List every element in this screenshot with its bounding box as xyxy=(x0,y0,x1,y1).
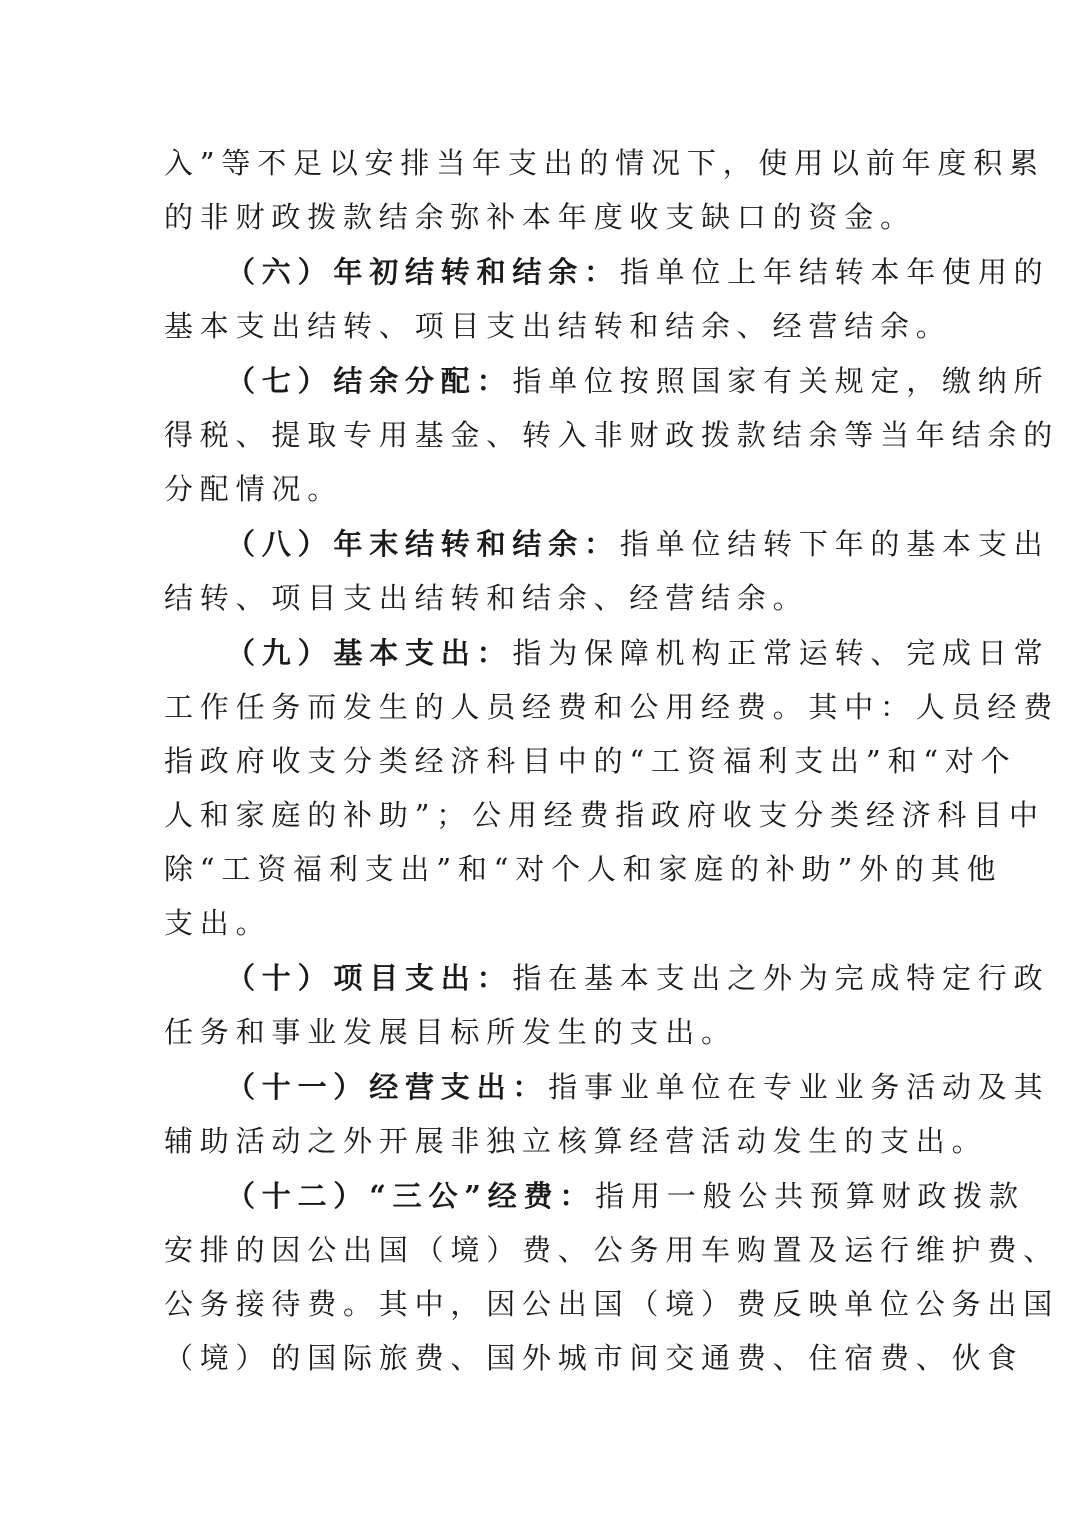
term-heading: （十）项目支出： xyxy=(226,961,513,995)
paragraph-first-line-item-9 xyxy=(226,626,1049,680)
paragraph-line: 公务接待费。其中，因公出国（境）费反映单位公务出国 xyxy=(164,1287,1060,1321)
paragraph-first-line-item-12 xyxy=(226,1169,1025,1223)
paragraph-text: 指事业单位在专业业务活动及其 xyxy=(548,1070,1050,1104)
paragraph-line: 辅助活动之外开展非独立核算经营活动发生的支出。 xyxy=(164,1124,988,1158)
paragraph-line: 结转、项目支出结转和结余、经营结余。 xyxy=(164,581,809,615)
paragraph-text: 指单位上年结转本年使用的 xyxy=(619,255,1050,289)
term-heading: （十二）“三公”经费： xyxy=(226,1179,596,1213)
paragraph-first-line-item-7 xyxy=(226,354,1049,408)
term-heading: （八）年末结转和结余： xyxy=(226,527,620,561)
term-heading: （六）年初结转和结余： xyxy=(226,255,620,289)
paragraph-text: 指在基本支出之外为完成特定行政 xyxy=(512,961,1050,995)
paragraph-line: 指政府收支分类经济科目中的“工资福利支出”和“对个 xyxy=(164,744,1017,778)
term-heading: （九）基本支出： xyxy=(226,636,513,670)
paragraph-line: 工作任务而发生的人员经费和公用经费。其中：人员经费 xyxy=(164,690,1060,724)
paragraph-first-line-item-10 xyxy=(226,951,1049,1005)
term-heading: （十一）经营支出： xyxy=(226,1070,549,1104)
paragraph-text: 指用一般公共预算财政拨款 xyxy=(595,1179,1025,1213)
paragraph-line: 得税、提取专用基金、转入非财政拨款结余等当年结余的 xyxy=(164,418,1060,452)
paragraph-line: 支出。 xyxy=(164,906,272,940)
paragraph-line: 任务和事业发展目标所发生的支出。 xyxy=(164,1015,737,1049)
paragraph-text: 指单位按照国家有关规定，缴纳所 xyxy=(512,364,1050,398)
paragraph-line: 安排的因公出国（境）费、公务用车购置及运行维护费、 xyxy=(164,1233,1060,1267)
paragraph-line: 入”等不足以安排当年支出的情况下，使用以前年度积累 xyxy=(164,146,1045,180)
paragraph-line: 的非财政拨款结余弥补本年度收支缺口的资金。 xyxy=(164,200,916,234)
paragraph-line: 分配情况。 xyxy=(164,472,344,506)
paragraph-line: （境）的国际旅费、国外城市间交通费、住宿费、伙食 xyxy=(164,1341,1024,1375)
paragraph-first-line-item-8 xyxy=(226,517,1049,571)
paragraph-first-line-item-6 xyxy=(226,245,1049,299)
paragraph-line: 基本支出结转、项目支出结转和结余、经营结余。 xyxy=(164,309,952,343)
paragraph-text: 指为保障机构正常运转、完成日常 xyxy=(512,636,1050,670)
paragraph-line: 除“工资福利支出”和“对个人和家庭的补助”外的其他 xyxy=(164,852,1003,886)
paragraph-line: 人和家庭的补助”；公用经费指政府收支分类经济科目中 xyxy=(164,798,1045,832)
paragraph-first-line-item-11 xyxy=(226,1060,1049,1114)
paragraph-text: 指单位结转下年的基本支出 xyxy=(619,527,1050,561)
term-heading: （七）结余分配： xyxy=(226,364,513,398)
